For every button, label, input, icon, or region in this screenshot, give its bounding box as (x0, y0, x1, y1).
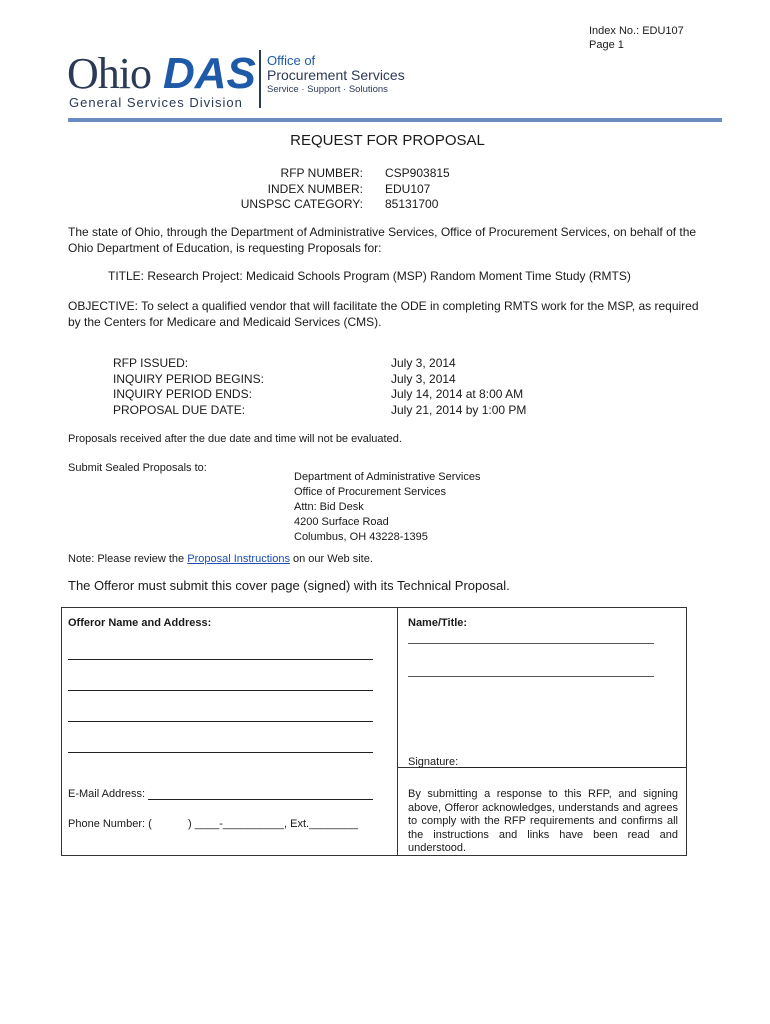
unspsc-category: 85131700 (385, 197, 439, 211)
acknowledgement-text: By submitting a response to this RFP, and signing above, Offeror acknowledges, understands and agrees to comply with the RFP requirements and confirms all the instructions and links have been read and understood. (408, 788, 678, 854)
offeror-line-3[interactable] (68, 721, 373, 722)
logo-tagline: Service · Support · Solutions (267, 84, 388, 95)
name-title-line-1[interactable] (408, 643, 654, 644)
address-line: Columbus, OH 43228-1395 (294, 531, 428, 543)
address-line: Attn: Bid Desk (294, 501, 364, 513)
date-value: July 21, 2014 by 1:00 PM (391, 402, 527, 417)
dates-labels (113, 356, 264, 418)
name-title-label: Name/Title: (408, 617, 468, 629)
date-label: RFP ISSUED: (113, 356, 189, 370)
meta-label: UNSPSC CATEGORY: (240, 197, 363, 211)
logo-ohio-text: Ohio (67, 49, 151, 98)
project-title: TITLE: Research Project: Medicaid Schools Program (MSP) Random Moment Time Study (RMTS) (108, 269, 631, 283)
index-number-value: EDU107 (385, 181, 431, 196)
submit-label: Submit Sealed Proposals to: (68, 462, 207, 474)
intro-paragraph: The state of Ohio, through the Department of Administrative Services, Office of Procurement Services, on behalf of the Ohio Department of Education, is requesting Proposals for: (68, 225, 697, 255)
offeror-line-4[interactable] (68, 752, 373, 753)
note-prefix: Note: Please review the (68, 553, 188, 565)
cover-instruction: The Offeror must submit this cover page (signed) with its Technical Proposal. (68, 578, 510, 593)
name-title-line-2[interactable] (408, 676, 654, 677)
meta-label: INDEX NUMBER: (267, 181, 363, 196)
submission-address (294, 470, 480, 545)
date-label: INQUIRY PERIOD BEGINS: (113, 371, 264, 386)
index-block (589, 24, 684, 52)
document-title (0, 132, 770, 149)
offeror-name-label: Offeror Name and Address: (68, 617, 212, 629)
address-line: 4200 Surface Road (294, 516, 389, 528)
date-label: INQUIRY PERIOD ENDS: (113, 387, 252, 401)
date-value: July 3, 2014 (391, 356, 456, 370)
document-title-text: REQUEST FOR PROPOSAL (290, 132, 485, 149)
email-line[interactable] (148, 799, 373, 800)
address-line: Department of Administrative Services (294, 471, 481, 483)
page-number: Page 1 (589, 39, 624, 51)
logo-das-text: DAS (163, 49, 256, 98)
late-notice: Proposals received after the due date and time will not be evaluated. (68, 433, 402, 445)
objective-paragraph: OBJECTIVE: To select a qualified vendor that will facilitate the ODE in completing RMTS work for the MSP, as required by the Centers for Medicare and Medicaid Services (CMS). (68, 299, 699, 329)
phone-field[interactable]: ) ____-__________, Ext.________ (188, 818, 359, 830)
date-value: July 3, 2014 (391, 371, 456, 386)
note-suffix: on our Web site. (289, 553, 373, 565)
offeror-line-2[interactable] (68, 690, 373, 691)
phone-label: Phone Number: ( (68, 818, 152, 830)
email-label: E-Mail Address: (68, 788, 146, 800)
rfp-number: CSP903815 (385, 166, 450, 180)
logo-procurement: Procurement Services (267, 67, 405, 83)
date-value: July 14, 2014 at 8:00 AM (391, 387, 524, 401)
meta-values (385, 166, 450, 213)
index-number: Index No.: EDU107 (589, 25, 684, 37)
offeror-line-1[interactable] (68, 659, 373, 660)
form-divider (397, 607, 398, 855)
logo-division: General Services Division (69, 95, 243, 110)
meta-label: RFP NUMBER: (280, 166, 363, 180)
signature-line[interactable] (459, 767, 683, 768)
note-line (68, 551, 708, 567)
signature-label: Signature: (408, 756, 459, 768)
logo-office-of: Office of (267, 53, 316, 68)
address-line: Office of Procurement Services (294, 486, 447, 498)
dates-values (391, 356, 526, 418)
header-rule (68, 118, 722, 122)
date-label: PROPOSAL DUE DATE: (113, 402, 246, 417)
logo-divider (259, 50, 261, 108)
meta-labels (160, 166, 363, 213)
proposal-instructions-link[interactable]: Proposal Instructions (187, 553, 290, 565)
